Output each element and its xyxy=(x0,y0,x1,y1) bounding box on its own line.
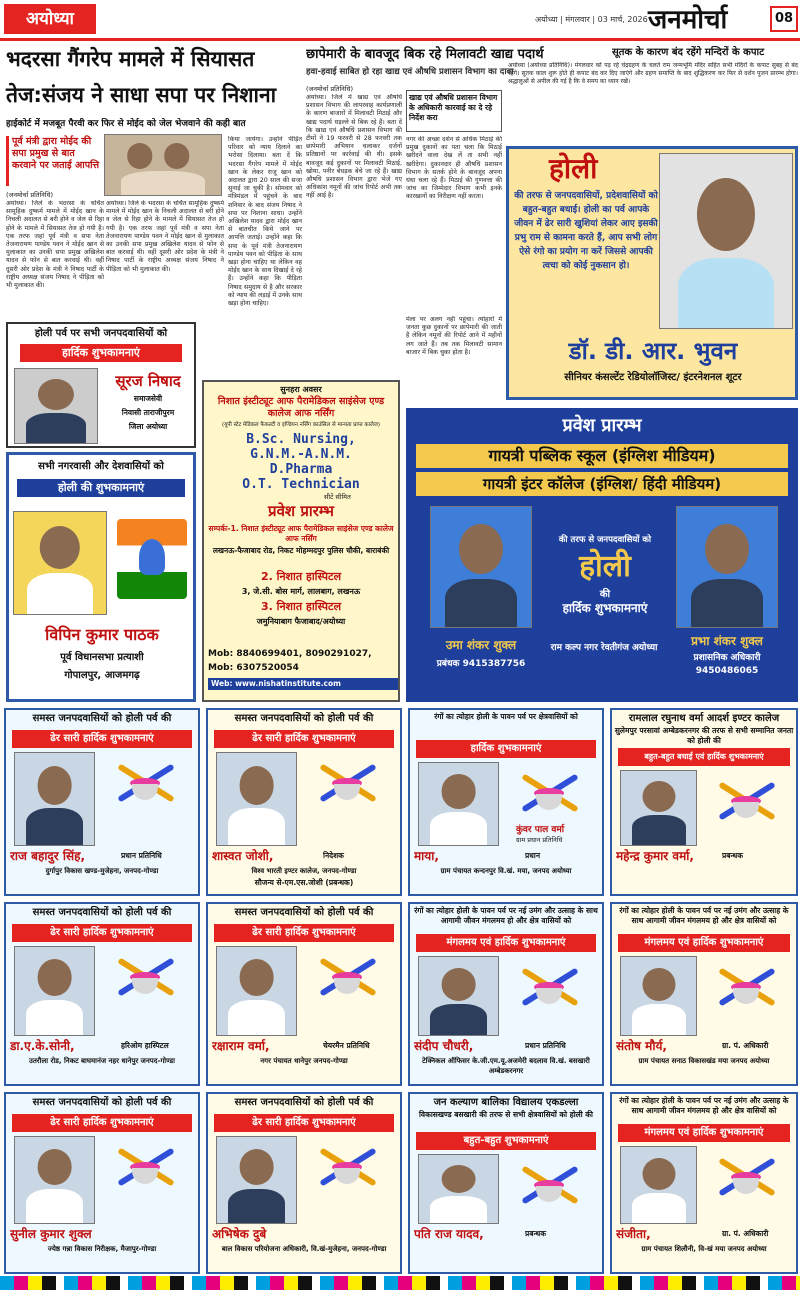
story1-photo xyxy=(104,134,222,196)
ad-nishat-c1: B.Sc. Nursing, xyxy=(246,432,356,447)
greeting-title2: सुलेमपुर परसावां अम्बेडकरनगर की तरफ से सभी सम्मानित जनता को होली की xyxy=(614,726,794,745)
greeting-addr: बाल विकास परियोजना अधिकारी, वि.खं-मुजेहना, जनपद-गोण्डा xyxy=(221,1245,387,1253)
greeting-ad xyxy=(4,902,200,1086)
greeting-name: संतोष मौर्य, xyxy=(616,1039,667,1053)
greeting-bar: ढेर सारी हार्दिक शुभकामनाएं xyxy=(214,1114,394,1132)
ad-suraj-name: सूरज निषाद xyxy=(115,372,181,390)
ad-gayatri-photo1 xyxy=(430,506,532,628)
holi-pichkari-icon xyxy=(711,1154,781,1200)
ad-gayatri-head: प्रवेश प्रारम्भ xyxy=(562,415,642,436)
greeting-addr: उतरौला रोड, निकट बाघमानंज नहर धानेपुर जनपद-गोण्डा xyxy=(28,1057,175,1065)
greeting-name2: कुंवर पाल वर्मा xyxy=(516,825,565,835)
greeting-ad xyxy=(206,902,402,1086)
city-label: अयोध्या xyxy=(4,4,96,34)
greeting-name: रक्षाराम वर्मा, xyxy=(212,1039,270,1053)
greeting-name: सुनील कुमार शुक्ल xyxy=(10,1227,92,1241)
holi-pichkari-icon xyxy=(514,1162,584,1208)
ad-suraj-bar: हार्दिक शुभकामनाएं xyxy=(20,344,182,362)
ad-nishat-c3: D.Pharma xyxy=(269,462,333,477)
greeting-bar: मंगलमय एवं हार्दिक शुभकामनाएं xyxy=(416,934,596,952)
ad-nishat-l3: (यूपी स्टेट मेडिकल फैकल्टी व इण्डियन नर्सिंग काउंसिल से मान्यता प्राप्त कालेज) xyxy=(221,422,381,428)
story2-body-col2: नगर की अच्छा दर्शन से अधिक मिठाई की प्रमुख दुकानों का पता चला कि मिठाई खरीदने वाला देख लें ता सभी नहीं खरीदेगा। दुकानदार ही औषधि प्रशासन विभाग के सतर्क होने के बावजूद अपना धंधा चला रहे हैं। मिठाई की गुणवत्ता की जांच का जिम्मेदार विभाग कभी इनके कारखानों का निरीक्षण नहीं करता। xyxy=(406,136,502,201)
greeting-title2: विकासखण्ड बसखारी की तरफ से सभी क्षेत्रवासियों को होली की xyxy=(418,1110,593,1119)
ad-bhuvan-photo xyxy=(659,153,793,329)
greeting-photo xyxy=(418,956,499,1036)
story2-headline: छापेमारी के बावजूद बिक रहे मिलावटी खाद्य पदार्थ xyxy=(306,47,544,62)
story2-credit: (जनमोर्चा प्रतिनिधि) xyxy=(306,85,354,93)
greeting-ad xyxy=(206,1092,402,1274)
ad-vipin-bar: होली की शुभकामनाएं xyxy=(17,479,185,497)
greeting-name: पति राज यादव, xyxy=(414,1227,484,1241)
greeting-bar: ढेर सारी हार्दिक शुभकामनाएं xyxy=(214,730,394,748)
greeting-photo xyxy=(418,762,499,846)
greeting-ad xyxy=(408,902,604,1086)
page-number: 08 xyxy=(770,6,798,32)
greeting-photo xyxy=(216,752,297,846)
greeting-photo xyxy=(620,956,697,1036)
ad-gayatri xyxy=(406,408,798,702)
story1-body-mid: अयोध्या। जिले के भदरसा के चर्चित सामूहिक दुष्कर्म मामले में मोईद खान के निचली अदालत से बरी होने व जेल से रिहा होने के मामले में सियासत तेज हो गयी है। एक तरफ जहां पूर्व मंत्री व सपा नेता तेजनारायण पाण्डेय पवन ने मोईद खान से मुलाकात का उनकी सपा प्रमुख अखिलेश यादव से फोन से बात करवाई थी। वहीं दूसरी ओर प्रदेश के मंत्री ने निषाद पार्टी के राष्ट्रीय अध्यक्ष संजय निषाद ने पीड़िता को भी मुलाकात की। xyxy=(106,200,224,273)
greeting-role: प्रधान प्रतिनिधि xyxy=(121,851,162,860)
ad-gayatri-school2: गायत्री इंटर कॉलेज (इंग्लिश/ हिंदी मीडियम) xyxy=(416,472,788,496)
ad-nishat-h2: 2. निशात हास्पिटल xyxy=(260,570,342,583)
greeting-addr: ग्राम पंचायत कन्दनपुर वि.खं. मया, जनपद अयोध्या xyxy=(440,867,572,875)
story3-headline: सूतक के कारण बंद रहेंगे मन्दिरों के कपाट xyxy=(612,47,765,58)
ad-nishat-addr2: लखनऊ-फैजाबाद रोड, निकट मोहम्मदपुर पुलिस चौकी, बाराबंकी xyxy=(212,546,390,555)
story1-body-col2: किया जायेगा। उन्होंने पीड़ित परिवार को न्याय दिलाने का भरोसा दिलाया। बता दें कि भदरसा गैंगरेप मामले में मोईद खान के लेकर राजू खान को अदालत द्वारा 20 साल की सजा सुनाई जा चुकी है। सोमवार को मंत्रिमंडल में पहुंचने के बाद शनिवार के बाद संजय निषाद ने सपा पर निशाना साधा। उन्होंने अखिलेश यादव द्वारा मोईद खान से बातचीत किये जाने पर आपत्ति जताई। उन्होंने कहा कि सपा के पूर्व मंत्री तेजनारायण पाण्डेय पवन को पीड़िता के साथ खड़ा होना चाहिए था लेकिन वह मोईद खान के साथ दिखाई दे रहे हैं। उन्होंने कहा कि पीड़िता निषाद समुदाय से है और सरकार को न्याय की लड़ाई में उनके साथ खड़ा होना चाहिए। xyxy=(228,136,302,308)
ad-vipin-photo xyxy=(13,511,107,615)
greeting-addr: ज्येष्ठ गन्ना विकास निरीक्षक, मैजापुर-गोण्डा xyxy=(47,1245,157,1253)
ad-suraj-line1: समाजसेवी xyxy=(133,394,163,403)
ad-suraj-photo xyxy=(14,368,98,444)
story1-credit: (जनमोर्चा प्रतिनिधि) xyxy=(6,191,54,199)
holi-pichkari-icon xyxy=(711,778,781,824)
ad-gayatri-wish: हार्दिक शुभकामनाएं xyxy=(562,601,648,615)
greeting-role: निदेशक xyxy=(323,851,344,860)
party-logo-icon xyxy=(117,519,187,599)
ad-vipin-title: सभी नगरवासी और देशवासियों को xyxy=(38,461,164,472)
holi-pichkari-icon xyxy=(312,760,382,806)
holi-pichkari-icon xyxy=(514,964,584,1010)
greeting-bar: ढेर सारी हार्दिक शुभकामनाएं xyxy=(214,924,394,942)
ad-bhuvan-name: डॉ. डी. आर. भुवन xyxy=(568,337,738,365)
greeting-role: प्रधान प्रतिनिधि xyxy=(525,1041,566,1050)
ad-suraj-line2: निवासी ताराजीपुरम xyxy=(121,408,175,417)
ad-nishat-c2: G.N.M.-A.N.M. xyxy=(250,447,352,462)
greeting-addr: ग्राम पंचायत शिलौनी, वि-खं मया जनपद अयोध्या xyxy=(641,1245,767,1253)
story2-subhead: हवा-हवाई साबित हो रहा खाद्य एवं औषधि प्रशासन विभाग का दावा xyxy=(306,67,514,77)
greeting-photo xyxy=(216,1136,297,1224)
greeting-addr: नगर पंचायत धानेपुर जनपद-गोण्डा xyxy=(260,1057,348,1065)
holi-pichkari-icon xyxy=(312,1144,382,1190)
ad-bhuvan-designation: सीनियर कंसल्टेंट रेडियोलॉजिस्ट/ इंटरनेशनल शूटर xyxy=(564,372,742,383)
ad-nishat-web: Web: www.nishatinstitute.com xyxy=(208,678,398,690)
ad-nishat-h3: 3. निशात हास्पिटल xyxy=(260,600,342,613)
greeting-role: ग्रा. पं. अधिकारी xyxy=(722,1041,769,1050)
greeting-ad xyxy=(408,708,604,896)
greeting-photo xyxy=(14,1136,95,1224)
ad-gayatri-addr: राम कल्प नगर रेवतीगंज अयोध्या xyxy=(550,643,658,653)
greeting-role: चेयरमैन प्रतिनिधि xyxy=(323,1041,370,1050)
ad-gayatri-p2name: प्रभा शंकर शुक्ल xyxy=(691,634,763,648)
story1-headline1: भदरसा गैंगरेप मामले में सियासत xyxy=(6,47,255,71)
greeting-role: ग्रा. पं. अधिकारी xyxy=(722,1229,769,1238)
greeting-title: रंगों का त्योहार होली के पावन पर्व पर नई उमंग और उत्साह के साथ आगामी जीवन मंगलमय हो और क्षेत्र वासियों को xyxy=(414,906,598,925)
greeting-title: जन कल्याण बालिका विद्यालय एकडल्ला xyxy=(433,1097,579,1108)
greeting-addr: टेक्निकल ऑफिसर के.जी.एम.यू.अजमेरी बदलाव वि.खं. बसखारी अम्बेडकरनगर xyxy=(422,1057,590,1075)
greeting-name: डा.ए.के.सोनी, xyxy=(10,1039,75,1053)
greeting-name: राज बहादुर सिंह, xyxy=(10,849,86,863)
ad-vipin xyxy=(6,452,196,702)
greeting-addr: ग्राम पंचायत सनाठ विकासखंड मया जनपद अयोध्या xyxy=(638,1057,770,1065)
ad-nishat-addr4: जमुनियाबाग फैजाबाद/अयोध्या xyxy=(256,617,346,626)
greeting-bar: मंगलमय एवं हार्दिक शुभकामनाएं xyxy=(618,1124,790,1142)
ad-gayatri-photo2 xyxy=(676,506,778,628)
ad-gayatri-p2role: प्रशासनिक अधिकारी xyxy=(693,653,761,663)
greeting-title: रंगों का त्योहार होली के पावन पर्व पर नई उमंग और उत्साह के साथ आगामी जीवन मंगलमय हो और क्षेत्र वासियों को xyxy=(619,906,789,925)
greeting-title: समस्त जनपदवासियों को होली पर्व की xyxy=(32,1097,172,1108)
story2-body-col1: अयोध्या। जिले में खाद्य एवं औषधि प्रशासन विभाग की लापरवाह कार्यप्रणाली के कारण बाजारों में मिलावटी मिठाई और खाद्य पदार्थ धड़ल्ले से बिक रहे हैं। बता दें कि खाद्य एवं औषधि प्रशासन विभाग की टीमों ने 19 फरवरी से 28 फरवरी तक छापेमारी अभियान चलाकर दर्जनों प्रतिष्ठानों पर कार्रवाई की थी। इसके बावजूद कई दुकानों पर मिलावटी मिठाई, खोया, पनीर बेधड़क बेचे जा रहे हैं। खाद्य औषधि प्रशासन विभाग द्वारा भेजे गए अधिकांश नमूनों की जांच रिपोर्ट अभी तक नहीं आई है। xyxy=(306,94,402,200)
ad-bhuvan-title: होली xyxy=(549,152,598,185)
greeting-photo xyxy=(216,946,297,1036)
greeting-title: समस्त जनपदवासियों को होली पर्व की xyxy=(234,907,374,918)
ad-suraj-line3: जिला अयोध्या xyxy=(128,422,168,431)
story1-body-col1: अयोध्या। जिले के भदरसा के चर्चित सामूहिक दुष्कर्म मामले में मोईद खान के निचली अदालत से बरी होने व जेल से रिहा होने के मामले में सियासत तेज हो गयी है। एक तरफ जहां पूर्व मंत्री व सपा नेता तेजनारायण पाण्डेय पवन ने मोईद खान से मुलाकात का उनकी सपा प्रमुख अखिलेश यादव से फोन से बात करवाई थी। वहीं दूसरी ओर प्रदेश के मंत्री ने निषाद पार्टी के राष्ट्रीय अध्यक्ष संजय निषाद ने पीड़िता को भी मुलाकात की। xyxy=(6,200,104,290)
story2-boxtitle: खाद्य एवं औषधि प्रशासन विभाग के अधिकारी कारवाई का दे रहे निर्देश करा xyxy=(406,90,502,132)
greeting-title: समस्त जनपदवासियों को होली पर्व की xyxy=(32,713,172,724)
ad-gayatri-school1: गायत्री पब्लिक स्कूल (इंग्लिश मीडियम) xyxy=(416,444,788,468)
greeting-photo xyxy=(14,946,95,1036)
story1-quote: पूर्व मंत्री द्वारा मोईद की सपा प्रमुख से बात करवाने पर जताई आपत्ति xyxy=(6,136,102,186)
ad-suraj xyxy=(6,322,196,448)
ad-nishat-adm: प्रवेश प्रारम्भ xyxy=(268,502,334,520)
ad-vipin-line1: पूर्व विधानसभा प्रत्याशी xyxy=(60,652,144,663)
greeting-addr2: सौजन्य से-एम.एस.जोशी (प्रबन्धक) xyxy=(254,878,354,887)
greeting-title: रंगों का त्योहार होली के पावन पर्व पर नई उमंग और उत्साह के साथ आगामी जीवन मंगलमय हो और क्षेत्र वासियों को xyxy=(619,1096,789,1115)
ad-bhuvan-text: की तरफ से जनपदवासियों, प्रदेशवासियों को बहुत-बहुत बधाई। होली का पर्व आपके जीवन में ढेर सारी खुशियां लेकर आए इसकी प्रभु राम से कामना करते हैं, आप सभी लोग ऐसे रंगो का प्रयोग ना करें जिससे आपकी त्वचा को कोई नुकसान हो। xyxy=(514,191,658,271)
greeting-title: समस्त जनपदवासियों को होली पर्व की xyxy=(234,713,374,724)
greeting-name: माया, xyxy=(414,849,439,863)
greeting-addr: दुर्गापुर विकास खण्ड-मुजेहना, जनपद-गोण्डा xyxy=(45,867,159,875)
greeting-photo xyxy=(620,770,697,846)
ad-nishat-addr3: 3, जे.सी. बोस मार्ग, लालबाग, लखनऊ xyxy=(241,587,361,596)
greeting-ad xyxy=(408,1092,604,1274)
greeting-name: संजीता, xyxy=(616,1227,651,1241)
ad-gayatri-holi: होली xyxy=(579,549,631,584)
greeting-ad xyxy=(206,708,402,896)
ad-nishat-l1: सुनहरा अवसर xyxy=(280,385,322,394)
greeting-bar: ढेर सारी हार्दिक शुभकामनाएं xyxy=(12,730,192,748)
greeting-ad xyxy=(4,1092,200,1274)
ad-nishat-c4: O.T. Technician xyxy=(242,477,360,492)
ad-vipin-name: विपिन कुमार पाठक xyxy=(45,625,159,644)
issue-meta: अयोध्या | मंगलवार | 03 मार्च, 2026 xyxy=(535,15,648,24)
greeting-name: महेन्द्र कुमार वर्मा, xyxy=(616,849,694,863)
ad-gayatri-from: की तरफ से जनपदवासियों को xyxy=(558,535,652,545)
ad-nishat-mob1: Mob: 8840699401, 8090291027, xyxy=(208,649,372,659)
story3-body: अयोध्या (अयोध्या प्रतिनिधि)। मंगलवार को पड़ रहे चंद्रग्रहण के चलते राम जन्मभूमि मंदिर सहित सभी मंदिरों के कपाट सुबह से बंद रहेंगे। सूतक काल शुरू होते ही कपाट बंद कर दिए जाएंगे और ग्रहण समाप्ति के बाद शुद्धिकरण कर फिर से दर्शन पूजन प्रारम्भ होगा। श्रद्धालुओं से अपील की गई है कि वे समय का ध्यान रखें। xyxy=(508,62,798,86)
story1-headline2: तेज:संजय ने साधा सपा पर निशाना xyxy=(6,83,277,107)
greeting-ad xyxy=(610,902,798,1086)
ad-gayatri-p1role: प्रबंधक 9415387756 xyxy=(436,659,526,669)
greeting-bar: ढेर सारी हार्दिक शुभकामनाएं xyxy=(12,924,192,942)
ad-gayatri-p1name: उमा शंकर शुक्ल xyxy=(445,638,517,652)
greeting-role2: ग्राम प्रधान प्रतिनिधि xyxy=(516,836,563,844)
ad-gayatri-ki: की xyxy=(599,589,611,600)
greeting-bar: मंगलमय एवं हार्दिक शुभकामनाएं xyxy=(618,934,790,952)
greeting-role: प्रधान xyxy=(525,851,540,860)
greeting-name: संदीप चौधरी, xyxy=(414,1039,474,1053)
holi-pichkari-icon xyxy=(110,760,180,806)
greeting-photo xyxy=(620,1146,697,1224)
greeting-name: अभिषेक दुबे xyxy=(212,1227,267,1241)
greeting-photo xyxy=(14,752,95,846)
story2-body-col3: मेला पर अलग नहीं पहुंचा। त्योहारों में जनता कुछ दुकानों पर छापेमारी की जाती है लेकिन नमूनों की रिपोर्ट आने में महीनों लग जाते हैं। तब तक मिलावटी सामान बाजार में बिक चुका होता है। xyxy=(406,316,502,356)
greeting-title: समस्त जनपदवासियों को होली पर्व की xyxy=(234,1097,374,1108)
ad-nishat-mob2: Mob: 6307520054 xyxy=(208,663,299,673)
greeting-title: रामलाल रघुनाथ वर्मा आदर्श इण्टर कालेज xyxy=(628,713,780,724)
holi-pichkari-icon xyxy=(312,954,382,1000)
story1-subhead: हाईकोर्ट में मजबूत पैरवी कर फिर से मोईद को जेल भेजवाने की कही बात xyxy=(6,119,246,129)
newspaper-logo: जनमोर्चा xyxy=(648,5,728,35)
greeting-ad xyxy=(4,708,200,896)
greeting-photo xyxy=(418,1154,499,1224)
greeting-bar: बहुत-बहुत बधाई एवं हार्दिक शुभकामनाएं xyxy=(618,748,790,766)
header-rule xyxy=(0,38,800,41)
greeting-addr: विश्व भारती इण्टर कालेज, जनपद-गोण्डा xyxy=(251,867,357,875)
ad-bhuvan xyxy=(506,146,798,400)
ad-nishat-l2: निशात इंस्टीट्यूट आफ पैरामेडिकल साइंसेज एण्ड कालेज आफ नर्सिंग xyxy=(217,396,385,419)
greeting-role: प्रबन्धक xyxy=(722,851,743,860)
greeting-role: प्रबन्धक xyxy=(525,1229,546,1238)
greeting-role: हरिओम हास्पिटल xyxy=(121,1041,169,1050)
greeting-bar: हार्दिक शुभकामनाएं xyxy=(416,740,596,758)
greeting-ad xyxy=(610,708,798,896)
ad-vipin-line2: गोपालपुर, आजमगढ़ xyxy=(64,670,140,681)
greeting-bar: ढेर सारी हार्दिक शुभकामनाएं xyxy=(12,1114,192,1132)
holi-pichkari-icon xyxy=(711,964,781,1010)
color-registration-bar xyxy=(0,1276,800,1290)
greeting-name: शास्वत जोशी, xyxy=(212,849,274,863)
greeting-ad xyxy=(610,1092,798,1274)
greeting-title: रंगों का त्योहार होली के पावन पर्व पर क्षेत्रवासियों को xyxy=(434,712,578,721)
holi-pichkari-icon xyxy=(110,954,180,1000)
greeting-title: समस्त जनपदवासियों को होली पर्व की xyxy=(32,907,172,918)
ad-suraj-title: होली पर्व पर सभी जनपदवासियों को xyxy=(34,328,168,339)
ad-nishat-addr1: सम्पर्कः-1. निशात इंस्टीट्यूट आफ पैरामेडिकल साइंसेज एण्ड कालेज आफ नर्सिंग xyxy=(208,524,394,543)
greeting-bar: बहुत-बहुत शुभकामनाएं xyxy=(416,1132,596,1150)
ad-gayatri-p2phone: 9450486065 xyxy=(695,666,759,676)
ad-nishat xyxy=(202,380,400,702)
holi-pichkari-icon xyxy=(110,1144,180,1190)
ad-nishat-seats: सीटें सीमित xyxy=(324,493,351,501)
holi-pichkari-icon xyxy=(514,770,584,816)
